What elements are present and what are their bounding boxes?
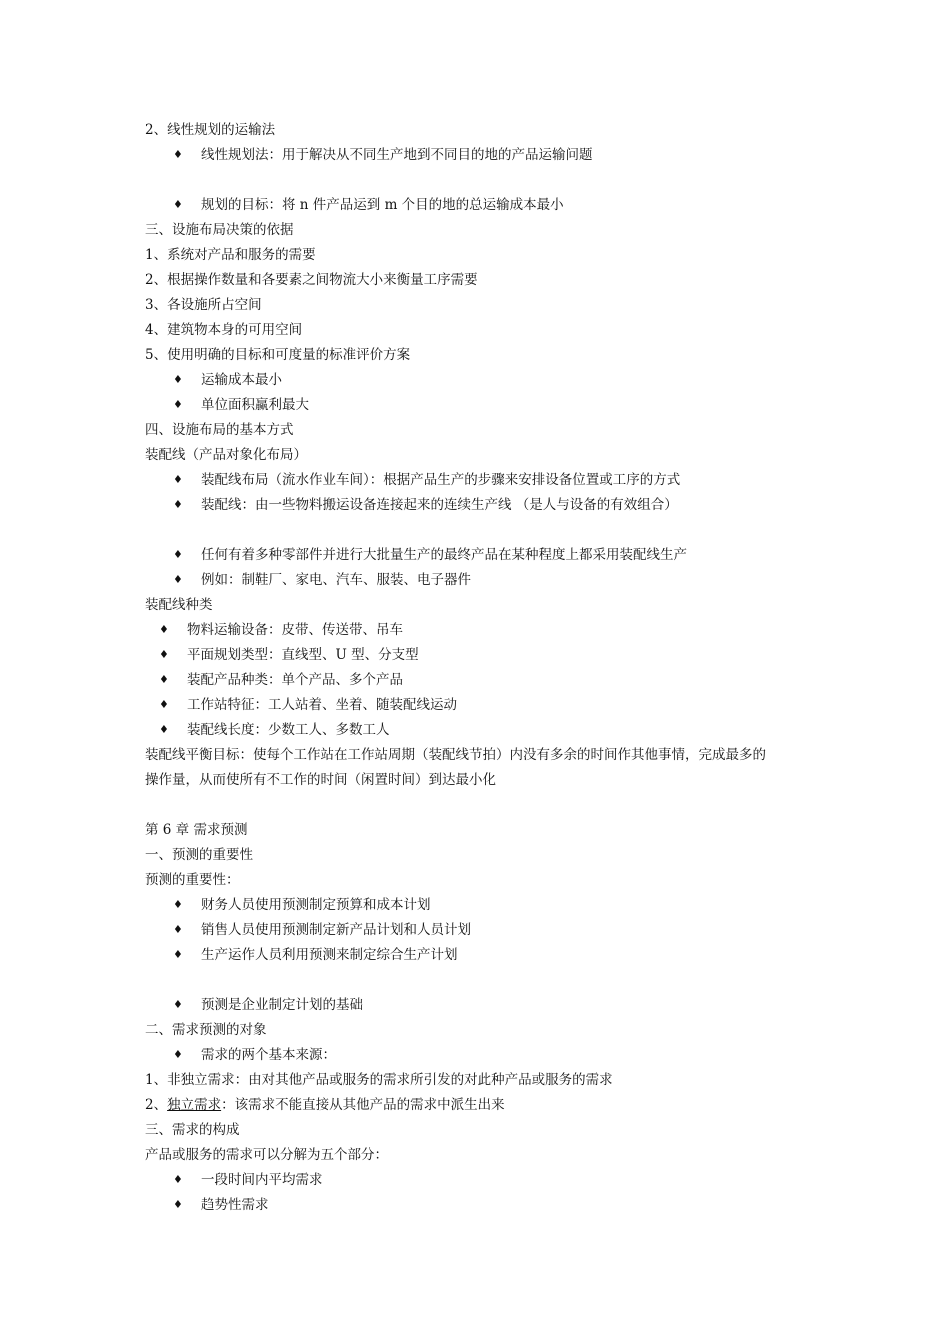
bullet-text: 生产运作人员利用预测来制定综合生产计划 — [201, 947, 458, 963]
bullet-text: 装配线布局（流水作业车间）：根据产品生产的步骤来安排设备位置或工序的方式 — [201, 472, 681, 488]
diamond-bullet-icon: ♦ — [173, 573, 183, 586]
text-line: 4、建筑物本身的可用空间 — [145, 322, 303, 338]
text-line — [145, 1095, 505, 1115]
diamond-bullet-icon: ♦ — [173, 148, 183, 161]
section-heading: 一、预测的重要性 — [145, 847, 253, 863]
chapter-title: 第 6 章 需求预测 — [145, 822, 248, 838]
bullet-text: 销售人员使用预测制定新产品计划和人员计划 — [201, 922, 471, 938]
bullet-text: 装配线长度：少数工人、多数工人 — [187, 722, 390, 738]
bullet-text: 工作站特征：工人站着、坐着、随装配线运动 — [187, 697, 457, 713]
bullet-text: 趋势性需求 — [201, 1197, 269, 1213]
diamond-bullet-icon: ♦ — [173, 1198, 183, 1211]
bullet-text: 单位面积赢利最大 — [201, 397, 309, 413]
text-line: 操作量，从而使所有不工作的时间（闲置时间）到达最小化 — [145, 772, 496, 788]
diamond-bullet-icon: ♦ — [173, 1048, 183, 1061]
bullet-text: 任何有着多种零部件并进行大批量生产的最终产品在某种程度上都采用装配线生产 — [201, 547, 687, 563]
section-heading: 三、设施布局决策的依据 — [145, 222, 294, 238]
text-line: 1、非独立需求：由对其他产品或服务的需求所引发的对此种产品或服务的需求 — [145, 1072, 613, 1088]
diamond-bullet-icon: ♦ — [173, 923, 183, 936]
line-suffix: ：该需求不能直接从其他产品的需求中派生出来 — [221, 1097, 505, 1113]
diamond-bullet-icon: ♦ — [173, 998, 183, 1011]
diamond-bullet-icon: ♦ — [173, 473, 183, 486]
text-line: 预测的重要性： — [145, 872, 240, 888]
bullet-text: 装配产品种类：单个产品、多个产品 — [187, 672, 403, 688]
diamond-bullet-icon: ♦ — [173, 373, 183, 386]
text-line: 3、各设施所占空间 — [145, 297, 262, 313]
diamond-bullet-icon: ♦ — [173, 948, 183, 961]
diamond-bullet-icon: ♦ — [159, 648, 169, 661]
bullet-text: 平面规划类型：直线型、U 型、分支型 — [187, 647, 419, 663]
bullet-text: 预测是企业制定计划的基础 — [201, 997, 363, 1013]
text-line: 装配线平衡目标：使每个工作站在工作站周期（装配线节拍）内没有多余的时间作其他事情，完成最多的 — [145, 747, 766, 763]
line-prefix: 2、 — [145, 1097, 168, 1113]
section-heading: 二、需求预测的对象 — [145, 1022, 267, 1038]
diamond-bullet-icon: ♦ — [173, 398, 183, 411]
bullet-text: 需求的两个基本来源： — [201, 1047, 336, 1063]
bullet-text: 一段时间内平均需求 — [201, 1172, 323, 1188]
text-line: 2、根据操作数量和各要素之间物流大小来衡量工序需要 — [145, 272, 478, 288]
diamond-bullet-icon: ♦ — [173, 1173, 183, 1186]
diamond-bullet-icon: ♦ — [173, 198, 183, 211]
bullet-text: 装配线：由一些物料搬运设备连接起来的连续生产线 （是人与设备的有效组合） — [201, 497, 678, 513]
bullet-text: 财务人员使用预测制定预算和成本计划 — [201, 897, 431, 913]
diamond-bullet-icon: ♦ — [159, 623, 169, 636]
bullet-text: 运输成本最小 — [201, 372, 282, 388]
section-heading: 2、线性规划的运输法 — [145, 122, 276, 138]
section-heading: 三、需求的构成 — [145, 1122, 240, 1138]
bullet-text: 线性规划法：用于解决从不同生产地到不同目的地的产品运输问题 — [201, 147, 593, 163]
text-line: 装配线种类 — [145, 597, 213, 613]
bullet-text: 规划的目标：将 n 件产品运到 m 个目的地的总运输成本最小 — [201, 197, 564, 213]
underlined-term: 独立需求 — [167, 1097, 222, 1113]
text-line: 装配线（产品对象化布局） — [145, 447, 307, 463]
text-line: 产品或服务的需求可以分解为五个部分： — [145, 1147, 388, 1163]
text-line: 5、使用明确的目标和可度量的标准评价方案 — [145, 347, 411, 363]
bullet-text: 物料运输设备：皮带、传送带、吊车 — [187, 622, 403, 638]
text-line: 1、系统对产品和服务的需要 — [145, 247, 316, 263]
diamond-bullet-icon: ♦ — [159, 673, 169, 686]
section-heading: 四、设施布局的基本方式 — [145, 422, 294, 438]
diamond-bullet-icon: ♦ — [173, 498, 183, 511]
diamond-bullet-icon: ♦ — [173, 548, 183, 561]
diamond-bullet-icon: ♦ — [173, 898, 183, 911]
bullet-text: 例如：制鞋厂、家电、汽车、服装、电子器件 — [201, 572, 471, 588]
diamond-bullet-icon: ♦ — [159, 698, 169, 711]
diamond-bullet-icon: ♦ — [159, 723, 169, 736]
